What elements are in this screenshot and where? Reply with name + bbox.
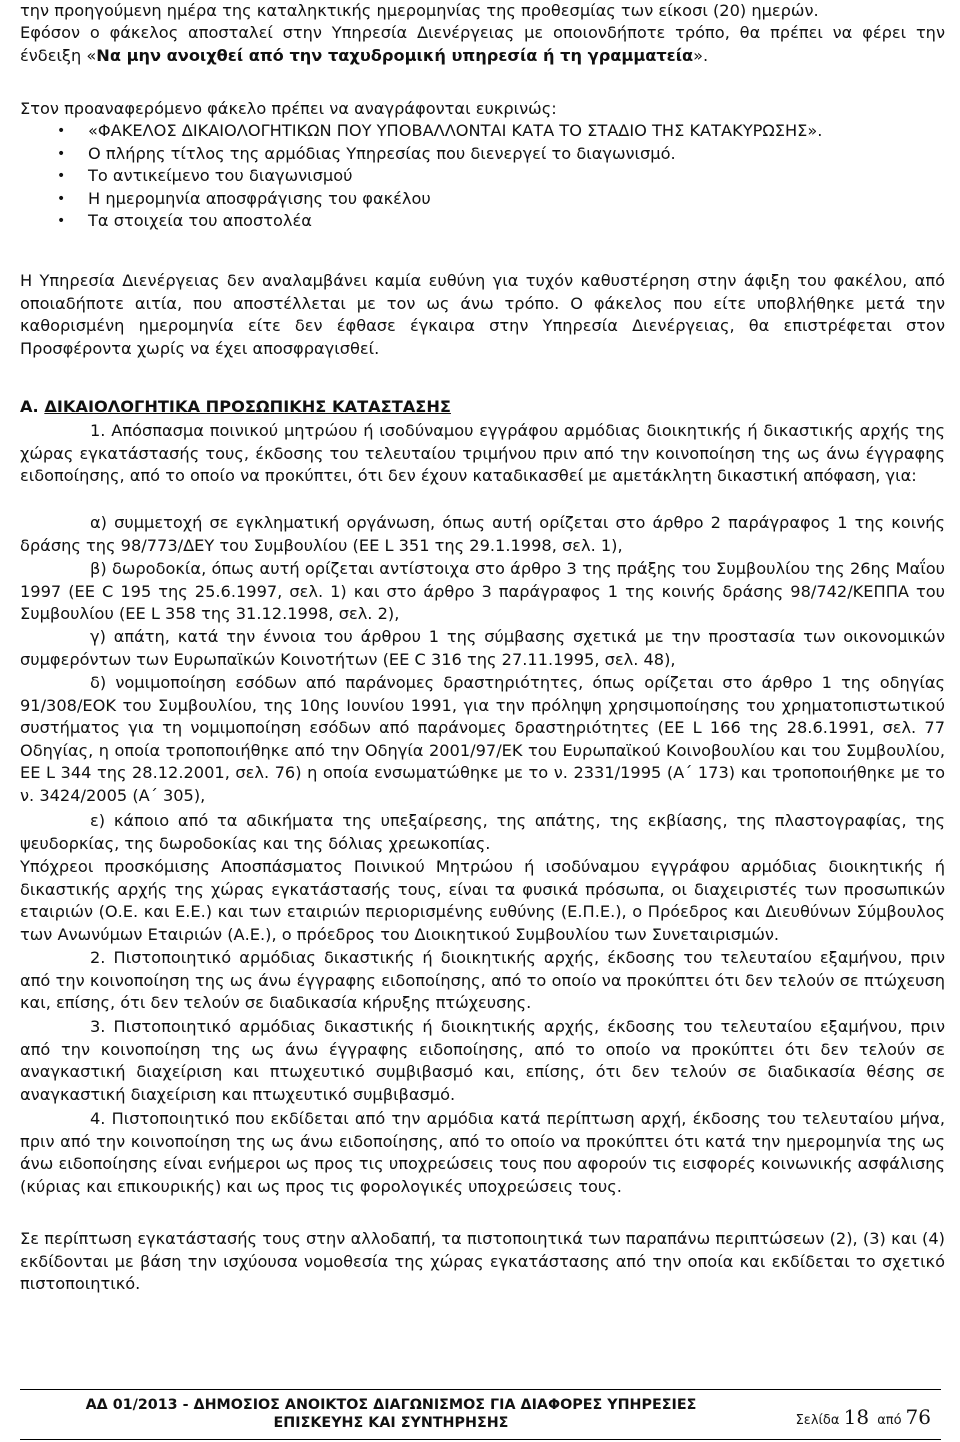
- obliged-paragraph: Υπόχρεοι προσκόμισης Αποσπάσματος Ποινικού Μητρώου ή ισοδύναμου εγγράφου αρμόδιας διοικητικής ή δικαστικής αρχής της χώρας εγκατάστασής τους, είναι τα φυσικά πρόσωπα, οι διαχειριστές των προσωπικών εταιριών (Ο.Ε. και Ε.Ε.) και των εταιριών περιορισμένης ευθύνης (Ε.Π.Ε.), ο Πρόεδρος και Διευθύνων Σύμβουλος των Ανωνύμων Εταιριών (Α.Ε.), ο πρόεδρος του Διοικητικού Συμβουλίου των Συνεταιρισμών.: [20, 857, 945, 944]
- footer-title: [20, 1396, 762, 1432]
- list-item: • Ο πλήρης τίτλος της αρμόδιας Υπηρεσίας που διενεργεί το διαγωνισμό.: [0, 143, 940, 166]
- footer-title-line-2: ΕΠΙΣΚΕΥΗΣ ΚΑΙ ΣΥΝΤΗΡΗΣΗΣ: [273, 1415, 509, 1431]
- list-item: • «ΦΑΚΕΛΟΣ ΔΙΚΑΙΟΛΟΓΗΤΙΚΩΝ ΠΟΥ ΥΠΟΒΑΛΛΟΝΤΑΙ ΚΑΤΑ ΤΟ ΣΤΑΔΙΟ ΤΗΣ ΚΑΤΑΚΥΡΩΣΗΣ».: [0, 120, 940, 143]
- liability-paragraph: Η Υπηρεσία Διενέργειας δεν αναλαμβάνει καμία ευθύνη για τυχόν καθυστέρηση στην άφιξη του φακέλου, από οποιαδήποτε αιτία, που αποστέλλεται με τον ως άνω τρόπο. Ο φάκελος που είτε υποβλήθηκε μετά την καθορισμένη ημερομηνία είτε δεν έφθασε έγκαιρα στην Υπηρεσία Διενέργειας, θα επιστρέφεται στον Προσφέροντα χωρίς να έχει αποσφραγισθεί.: [20, 271, 945, 358]
- page-footer: [20, 1389, 941, 1440]
- intro-line: την προηγούμενη ημέρα της καταληκτικής ημερομηνίας της προθεσμίας των είκοσι (20) ημερών.: [20, 1, 819, 20]
- intro-prefix: Εφόσον ο φάκελος αποσταλεί στην Υπηρεσία Διενέργειας με οποιονδήποτε τρόπο, θα πρέπει να φέρει την ένδειξη «: [20, 23, 945, 65]
- footer-title-line-1: ΑΔ 01/2013 - ΔΗΜΟΣΙΟΣ ΑΝΟΙΚΤΟΣ ΔΙΑΓΩΝΙΣΜΟΣ ΓΙΑ ΔΙΑΦΟΡΕΣ ΥΠΗΡΕΣΙΕΣ: [85, 1397, 697, 1413]
- intro-bold-warning: Να μην ανοιχθεί από την ταχυδρομική υπηρεσία ή τη γραμματεία: [96, 45, 694, 65]
- page-total: 76: [905, 1405, 931, 1429]
- page-current: 18: [843, 1405, 870, 1429]
- item-4-paragraph: 4. Πιστοποιητικό που εκδίδεται από την αρμόδια κατά περίπτωση αρχή, έκδοσης του τελευταίου μήνα, πριν από την κοινοποίηση της ως άνω ειδοποίησης, από το οποίο να προκύπτει ότι κατά την ημερομηνία της ως άνω ειδοποίησης είναι ενήμεροι ως προς τις υποχρεώσεις τους που αφορούν τις εισφορές κοινωνικής ασφάλισης (κύριας και επικουρικής) και ως προς τις φορολογικές υποχρεώσεις τους.: [20, 1109, 945, 1196]
- section-title: ΔΙΚΑΙΟΛΟΓΗΤΙΚΑ ΠΡΟΣΩΠΙΚΗΣ ΚΑΤΑΣΤΑΣΗΣ: [44, 397, 451, 416]
- envelope-list: [0, 120, 940, 233]
- page-number: [796, 1405, 931, 1429]
- item-b-paragraph: β) δωροδοκία, όπως αυτή ορίζεται αντίστοιχα στο άρθρο 3 της πράξης του Συμβουλίου της 26ης Μαΐου 1997 (ΕΕ C 195 της 25.6.1997, σελ. 1) και στο άρθρο 3 παράγραφος 1 της κοινής δράσης 98/742/ΚΕΠΠΑ του Συμβουλίου (ΕΕ L 358 της 31.12.1998, σελ. 2),: [20, 559, 945, 623]
- list-item: • Το αντικείμενο του διαγωνισμού: [0, 165, 940, 188]
- intro-envelope-paragraph: [20, 22, 945, 67]
- section-letter: Α.: [20, 397, 39, 416]
- item-3-paragraph: 3. Πιστοποιητικό αρμόδιας δικαστικής ή διοικητικής αρχής, έκδοσης του τελευταίου εξαμήνου, πριν από την κοινοποίηση της ως άνω έγγραφης ειδοποίησης, από το οποίο να προκύπτει ότι δεν τελούν σε αναγκαστική διαχείριση και πτωχευτικό συμβιβασμό και, επίσης, ότι δεν τελούν σε διαδικασία θέσης σε αναγκαστική διαχείριση και πτωχευτικό συμβιβασμό.: [20, 1017, 945, 1104]
- item-c-paragraph: γ) απάτη, κατά την έννοια του άρθρου 1 της σύμβασης σχετικά με την προστασία των οικονομικών συμφερόντων των Ευρωπαϊκών Κοινοτήτων (ΕΕ C 316 της 27.11.1995, σελ. 48),: [20, 627, 945, 669]
- envelope-label: Στον προαναφερόμενο φάκελο πρέπει να αναγράφονται ευκρινώς:: [20, 99, 557, 118]
- list-item: • Η ημερομηνία αποσφράγισης του φακέλου: [0, 188, 940, 211]
- item-2-paragraph: 2. Πιστοποιητικό αρμόδιας δικαστικής ή διοικητικής αρχής, έκδοσης του τελευταίου εξαμήνου, πριν από την κοινοποίηση της ως άνω έγγραφης ειδοποίησης, από το οποίο να προκύπτει ότι δεν τελούν σε πτώχευση και, επίσης, ότι δεν τελούν σε διαδικασία κήρυξης πτώχευσης.: [20, 948, 945, 1012]
- intro-suffix: ».: [693, 45, 709, 65]
- page-of: από: [877, 1413, 902, 1428]
- list-item: • Τα στοιχεία του αποστολέα: [0, 210, 940, 233]
- item-1-paragraph: 1. Απόσπασμα ποινικού μητρώου ή ισοδύναμου εγγράφου αρμόδιας διοικητικής ή δικαστικής αρχής της χώρας εγκατάστασής τους, έκδοσης του τελευταίου τριμήνου πριν από την κοινοποίηση της ως άνω έγγραφης ειδοποίησης, από το οποίο να προκύπτει, ότι δεν έχουν καταδικασθεί με αμετάκλητη δικαστική απόφαση, για:: [20, 421, 945, 485]
- item-e-paragraph: ε) κάποιο από τα αδικήματα της υπεξαίρεσης, της απάτης, της εκβίασης, της πλαστογραφίας, της ψευδορκίας, της δωροδοκίας και της δόλιας χρεωκοπίας.: [20, 811, 945, 853]
- foreign-establishment-paragraph: Σε περίπτωση εγκατάστασής τους στην αλλοδαπή, τα πιστοποιητικά των παραπάνω περιπτώσεων (2), (3) και (4) εκδίδονται με βάση την ισχύουσα νομοθεσία της χώρας εγκατάστασης από την οποία και εκδίδεται το σχετικό πιστοποιητικό.: [20, 1229, 945, 1293]
- item-a-paragraph: α) συμμετοχή σε εγκληματική οργάνωση, όπως αυτή ορίζεται στο άρθρο 2 παράγραφος 1 της κοινής δράσης της 98/773/ΔΕΥ του Συμβουλίου (ΕΕ L 351 της 29.1.1998, σελ. 1),: [20, 513, 945, 555]
- item-d-paragraph: δ) νομιμοποίηση εσόδων από παράνομες δραστηριότητες, όπως ορίζεται στο άρθρο 1 της οδηγίας 91/308/ΕΟΚ του Συμβουλίου, της 10ης Ιουνίου 1991, για την πρόληψη χρησιμοποίησης του χρηματοπιστωτικού συστήματος για τη νομιμοποίηση εσόδων από παράνομες δραστηριότητες (ΕΕ L 166 της 28.6.1991, σελ. 77 Οδηγίας, η οποία τροποποιήθηκε από την Οδηγία 2001/97/ΕΚ του Ευρωπαϊκού Κοινοβουλίου και του Συμβουλίου, ΕΕ L 344 της 28.12.2001, σελ. 76) η οποία ενσωματώθηκε με το ν. 2331/1995 (Α΄ 173) και τροποποιήθηκε με το ν. 3424/2005 (Α΄ 305),: [20, 673, 945, 805]
- page-word: Σελίδα: [795, 1413, 840, 1428]
- section-heading: [20, 397, 451, 416]
